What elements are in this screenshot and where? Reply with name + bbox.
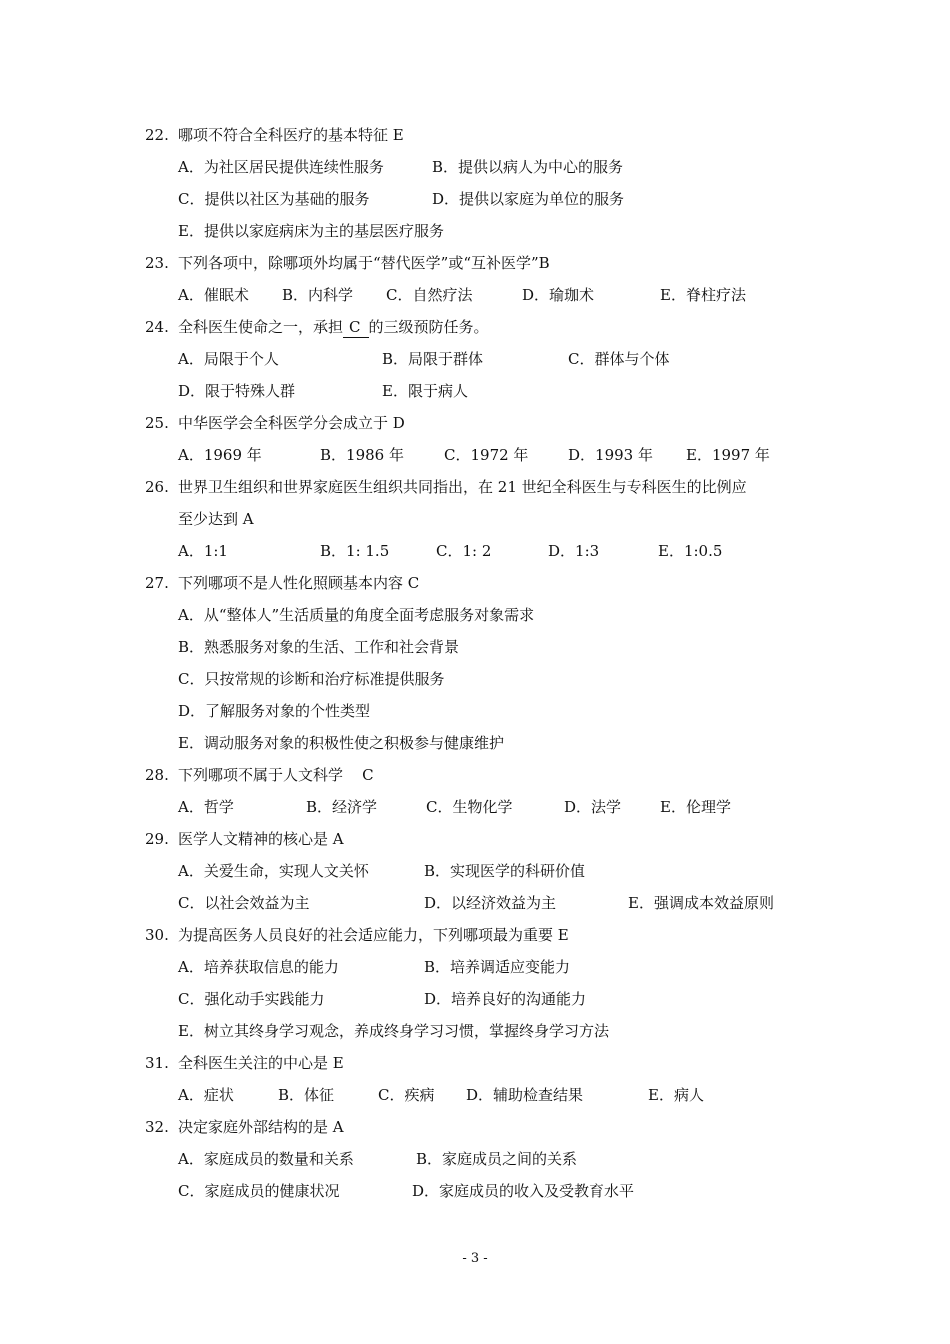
option: E．提供以家庭病床为主的基层医疗服务 bbox=[178, 222, 444, 240]
option: E．限于病人 bbox=[382, 382, 468, 400]
option: B．1986 年 bbox=[320, 446, 404, 464]
option: D．家庭成员的收入及受教育水平 bbox=[412, 1182, 635, 1200]
option: C．生物化学 bbox=[426, 798, 513, 816]
option: E．1:0.5 bbox=[658, 542, 723, 560]
question-number: 28. bbox=[145, 766, 169, 784]
answer-blank: C bbox=[343, 317, 368, 338]
option: C．只按常规的诊断和治疗标准提供服务 bbox=[178, 670, 445, 688]
question-stem bbox=[178, 317, 489, 338]
question-number: 30. bbox=[145, 926, 169, 944]
question-number: 22. bbox=[145, 126, 169, 144]
option: B．家庭成员之间的关系 bbox=[416, 1150, 578, 1168]
option: A．局限于个人 bbox=[178, 350, 279, 368]
option: A．症状 bbox=[178, 1086, 234, 1104]
option: E．伦理学 bbox=[660, 798, 731, 816]
question-number: 25. bbox=[145, 414, 169, 432]
option: B．培养调适应变能力 bbox=[424, 958, 571, 976]
option: D．1:3 bbox=[548, 542, 600, 560]
option: C．强化动手实践能力 bbox=[178, 990, 325, 1008]
question-stem: 下列各项中，除哪项外均属于“替代医学”或“互补医学”B bbox=[178, 254, 550, 272]
question-stem: 决定家庭外部结构的是 A bbox=[178, 1118, 344, 1136]
question-number: 24. bbox=[145, 318, 169, 336]
question-number: 26. bbox=[145, 478, 169, 496]
option: A．1:1 bbox=[178, 542, 228, 560]
option: A．为社区居民提供连续性服务 bbox=[178, 158, 384, 176]
question-stem: 全科医生关注的中心是 E bbox=[178, 1054, 344, 1072]
option: B．经济学 bbox=[306, 798, 378, 816]
option: C．自然疗法 bbox=[386, 286, 473, 304]
option: E．强调成本效益原则 bbox=[628, 894, 774, 912]
option: A．1969 年 bbox=[178, 446, 262, 464]
option: E．1997 年 bbox=[686, 446, 770, 464]
question-stem: 医学人文精神的核心是 A bbox=[178, 830, 344, 848]
option: A．家庭成员的数量和关系 bbox=[178, 1150, 354, 1168]
stem-text: 全科医生使命之一，承担 bbox=[178, 318, 344, 336]
option: E．树立其终身学习观念，养成终身学习习惯，掌握终身学习方法 bbox=[178, 1022, 609, 1040]
question-number: 29. bbox=[145, 830, 169, 848]
option: B．实现医学的科研价值 bbox=[424, 862, 586, 880]
option: B．内科学 bbox=[282, 286, 354, 304]
option: D．培养良好的沟通能力 bbox=[424, 990, 587, 1008]
question-stem: 世界卫生组织和世界家庭医生组织共同指出，在 21 世纪全科医生与专科医生的比例应 bbox=[178, 478, 747, 496]
option: A．催眠术 bbox=[178, 286, 249, 304]
option: D．1993 年 bbox=[568, 446, 653, 464]
question-stem: 为提高医务人员良好的社会适应能力，下列哪项最为重要 E bbox=[178, 926, 569, 944]
option: A．从“整体人”生活质量的角度全面考虑服务对象需求 bbox=[178, 606, 535, 624]
option: B．局限于群体 bbox=[382, 350, 484, 368]
question-number: 23. bbox=[145, 254, 169, 272]
question-stem-continued: 至少达到 A bbox=[178, 510, 254, 528]
option: C．提供以社区为基础的服务 bbox=[178, 190, 370, 208]
option: C．群体与个体 bbox=[568, 350, 670, 368]
option: D．提供以家庭为单位的服务 bbox=[432, 190, 625, 208]
option: D．了解服务对象的个性类型 bbox=[178, 702, 371, 720]
stem-text: 的三级预防任务。 bbox=[368, 318, 489, 336]
question-stem: 下列哪项不是人性化照顾基本内容 C bbox=[178, 574, 420, 592]
option: D．辅助检查结果 bbox=[466, 1086, 584, 1104]
option: C．家庭成员的健康状况 bbox=[178, 1182, 340, 1200]
option: B．1: 1.5 bbox=[320, 542, 390, 560]
option: E．病人 bbox=[648, 1086, 704, 1104]
question-number: 27. bbox=[145, 574, 169, 592]
option: A．关爱生命，实现人文关怀 bbox=[178, 862, 369, 880]
page-number: - 3 - bbox=[462, 1251, 488, 1266]
option: D．以经济效益为主 bbox=[424, 894, 557, 912]
option: B．体征 bbox=[278, 1086, 335, 1104]
option: C．以社会效益为主 bbox=[178, 894, 310, 912]
question-number: 31. bbox=[145, 1054, 169, 1072]
option: D．法学 bbox=[564, 798, 622, 816]
option: C．1972 年 bbox=[444, 446, 529, 464]
option: C．疾病 bbox=[378, 1086, 435, 1104]
option: D．限于特殊人群 bbox=[178, 382, 296, 400]
option: B．熟悉服务对象的生活、工作和社会背景 bbox=[178, 638, 460, 656]
question-stem: 下列哪项不属于人文科学 C bbox=[178, 766, 374, 784]
question-stem: 哪项不符合全科医疗的基本特征 E bbox=[178, 126, 404, 144]
question-stem: 中华医学会全科医学分会成立于 D bbox=[178, 414, 405, 432]
option: E．调动服务对象的积极性使之积极参与健康维护 bbox=[178, 734, 504, 752]
option: D．瑜珈术 bbox=[522, 286, 595, 304]
option: B．提供以病人为中心的服务 bbox=[432, 158, 624, 176]
option: A．哲学 bbox=[178, 798, 234, 816]
question-number: 32. bbox=[145, 1118, 169, 1136]
option: E．脊柱疗法 bbox=[660, 286, 746, 304]
option: A．培养获取信息的能力 bbox=[178, 958, 339, 976]
option: C．1: 2 bbox=[436, 542, 492, 560]
